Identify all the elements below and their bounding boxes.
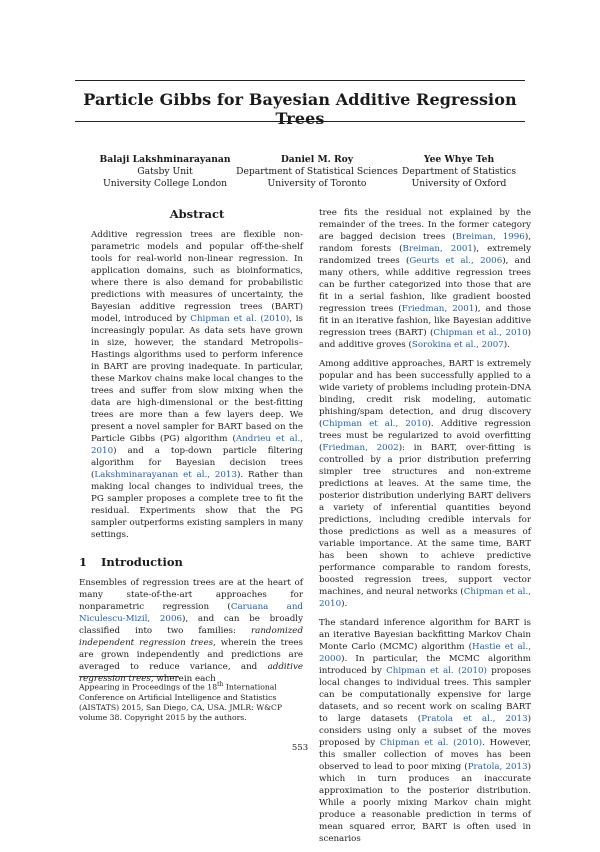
citation-link[interactable]: Chipman et al. (2010) xyxy=(379,738,483,748)
citation-link[interactable]: Lakshminarayanan et al., 2013 xyxy=(94,470,237,480)
citation-link[interactable]: Geurts et al., 2006 xyxy=(409,256,503,266)
title-bottom-rule xyxy=(75,121,525,122)
citation-link[interactable]: Friedman, 2001 xyxy=(401,304,475,314)
body-paragraph: The standard inference algorithm for BART is an iterative Bayesian backfitting Markov Chain Monte Carlo (MCMC) algorithm (Hastie et al., 2000). In particular, the MCMC algorithm introduced by Chipman et al. (2010) proposes local changes to individual trees. This sampler can be computationally expensive for large datasets, and so recent work on scaling BART to large datasets (Pratola et al., 2013) considers using only a subset of the moves proposed by Chipman et al. (2010). However, this smaller collection of moves has been observed to lead to poor mixing (Pratola, 2013) which in turn produces an inaccurate approximation to the posterior distribution. While a poorly mixing Markov chain might produce a reasonable prediction in terms of mean squared error, BART is often used in scenarios xyxy=(319,618,532,844)
section-number: 1 xyxy=(79,555,88,569)
author-name: Yee Whye Teh xyxy=(423,154,495,165)
section-title: Introduction xyxy=(101,555,183,569)
footnote: Appearing in Proceedings of the 18th International Conference on Artificial Intelligence and Statistics (AISTATS) 2015, San Diego, CA, USA. JMLR: W&CP volume 38. Copyright 2015 by the authors. xyxy=(79,681,283,722)
footnote-rule xyxy=(79,676,179,677)
author-affiliation: Gatsby Unit xyxy=(137,166,193,177)
citation-link[interactable]: Pratola et al., 2013 xyxy=(421,714,528,724)
body-paragraph: Among additive approaches, BART is extremely popular and has been successfully applied to a wide variety of problems including protein-DNA binding, credit risk modeling, automatic phishing/spam detection, and drug discovery (Chipman et al., 2010). Additive regression trees must be regularized to avoid overfitting (Friedman, 2002): in BART, over-fitting is controlled by a prior distribution preferring simpler tree structures and non-extreme predictions at leaves. At the same time, the posterior distribution underlying BART delivers a variety of inferential quantities beyond predictions, including credible intervals for those predictions as well as a measures of variable importance. At the same time, BART has been shown to achieve predictive performance comparable to random forests, boosted regression trees, support vector machines, and neural networks (Chipman et al., 2010). xyxy=(319,359,531,609)
paper-title: Particle Gibbs for Bayesian Additive Regression Trees xyxy=(83,90,517,128)
citation-link[interactable]: Sorokina et al., 2007 xyxy=(411,340,504,350)
body-paragraph: tree fits the residual not explained by the remainder of the trees. In the former category are bagged decision trees (Breiman, 1996), random forests (Breiman, 2001), extremely randomized trees (Geurts et al., 2006), and many others, while additive regression trees can be further categorized into those that are fit in a serial fashion, like gradient boosted regression trees (Friedman, 2001), and those fit in an iterative fashion, like Bayesian additive regression trees (BART) (Chipman et al., 2010) and additive groves (Sorokina et al., 2007). xyxy=(319,208,531,350)
author-affiliation: University of Oxford xyxy=(411,178,507,189)
author-affiliation: University College London xyxy=(102,178,228,189)
citation-link[interactable]: Caruana and Niculescu-Mizil, 2006 xyxy=(79,602,303,624)
intro-paragraph: Ensembles of regression trees are at the heart of many state-of-the-art approaches for nonparametric regression (Caruana and Niculescu-Mizil, 2006), and can be broadly classified into two families: randomized independent regression trees, wherein the trees are grown independently and predictions are averaged to reduce variance, and additive regression trees, wherein each xyxy=(79,578,303,684)
abstract-heading: Abstract xyxy=(169,207,225,221)
author-affiliation: Department of Statistics xyxy=(401,166,517,177)
citation-link[interactable]: Andrieu et al., 2010 xyxy=(91,434,303,456)
author-name: Daniel M. Roy xyxy=(280,154,354,165)
author-affiliation: Department of Statistical Sciences xyxy=(236,166,398,177)
right-column xyxy=(319,207,531,852)
author-affiliation: University of Toronto xyxy=(267,178,367,189)
citation-link[interactable]: Breiman, 2001 xyxy=(402,244,473,254)
section-heading-introduction xyxy=(79,555,303,569)
citation-link[interactable]: Chipman et al. (2010) xyxy=(386,666,487,676)
author-3 xyxy=(384,154,534,190)
citation-link[interactable]: Hastie et al., 2000 xyxy=(319,642,531,664)
citation-link[interactable]: Pratola, 2013 xyxy=(467,762,528,772)
author-name: Balaji Lakshminarayanan xyxy=(99,154,231,165)
citation-link[interactable]: Breiman, 1996 xyxy=(455,232,525,242)
author-1 xyxy=(90,154,240,190)
citation-link[interactable]: Chipman et al., 2010 xyxy=(319,587,531,609)
page-number: 553 xyxy=(291,743,309,753)
citation-link[interactable]: Chipman et al. (2010) xyxy=(190,314,290,324)
author-block xyxy=(60,154,540,194)
left-column xyxy=(79,207,303,692)
citation-link[interactable]: Chipman et al., 2010 xyxy=(322,419,428,429)
author-2 xyxy=(232,154,402,190)
abstract-text: Additive regression trees are flexible non-parametric models and popular off-the-shelf tools for real-world non-linear regression. In application domains, such as bioinformatics, where there is also demand for probabilistic predictions with measures of uncertainty, the Bayesian additive regression trees (BART) model, introduced by Chipman et al. (2010), is increasingly popular. As data sets have grown in size, however, the standard Metropolis–Hastings algorithms used to perform inference in BART are proving inadequate. In particular, these Markov chains make local changes to the trees and suffer from slow mixing when the data are high-dimensional or the best-fitting trees are more than a few layers deep. We present a novel sampler for BART based on the Particle Gibbs (PG) algorithm (Andrieu et al., 2010) and a top-down particle filtering algorithm for Bayesian decision trees (Lakshminarayanan et al., 2013). Rather than making local changes to individual trees, the PG sampler proposes a complete tree to fit the residual. Experiments show that the PG sampler outperforms existing samplers in many settings. xyxy=(91,230,303,540)
top-rule xyxy=(75,80,525,81)
citation-link[interactable]: Chipman et al., 2010 xyxy=(433,328,528,338)
citation-link[interactable]: Friedman, 2002 xyxy=(322,443,399,453)
